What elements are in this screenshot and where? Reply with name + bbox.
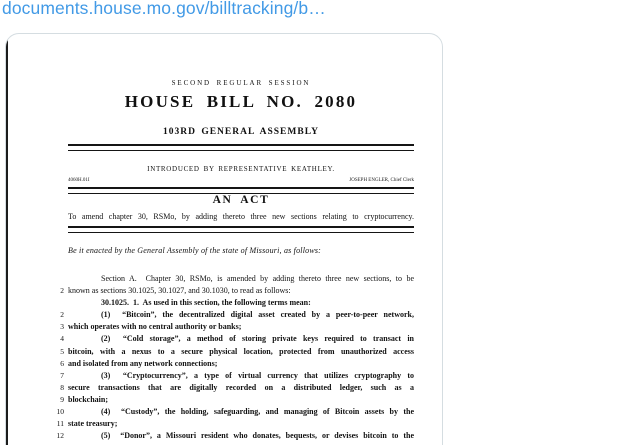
- bill-line: [53, 309, 414, 321]
- bill-line: [53, 370, 414, 382]
- line-text: Section A. Chapter 30, RSMo, is amended by adding thereto three new sections, to be: [101, 274, 414, 283]
- bill-line: [53, 430, 414, 442]
- line-number: [53, 297, 68, 309]
- page-left-edge: [6, 34, 8, 445]
- bill-line: [53, 333, 414, 345]
- bill-line: [53, 418, 414, 430]
- line-number: 7: [60, 370, 64, 380]
- line-text: (4) “Custody”, the holding, safeguarding, and managing of Bitcoin assets by the: [101, 407, 414, 417]
- bill-line: [53, 285, 414, 297]
- line-number: 8: [60, 382, 64, 392]
- line-text: known as sections 30.1025, 30.1027, and 30.1030, to read as follows:: [68, 286, 291, 296]
- line-text: bitcoin, with a nexus to a secure physical location, protected from unauthorized access: [68, 346, 414, 356]
- session-heading: SECOND REGULAR SESSION: [171, 79, 311, 87]
- bill-line: [53, 346, 414, 358]
- double-rule: [68, 226, 414, 233]
- bill-line: [53, 273, 414, 285]
- line-text: (1) “Bitcoin”, the decentralized digital asset created by a peer-to-peer network,: [101, 310, 414, 320]
- line-text: (5) “Donor”, a Missouri resident who donates, bequests, or devises bitcoin to the: [101, 431, 414, 441]
- line-text: secure transactions that are digitally recorded on a distributed ledger, such as a: [68, 382, 414, 392]
- double-rule: [68, 187, 414, 194]
- line-number: 3: [60, 322, 64, 332]
- line-number: 9: [60, 394, 64, 404]
- bill-lines: [53, 273, 414, 442]
- link-preview-card[interactable]: [5, 33, 443, 445]
- assembly-heading: 103RD GENERAL ASSEMBLY: [162, 127, 320, 137]
- line-number: 6: [60, 358, 64, 368]
- line-text: (3) “Cryptocurrency”, a type of virtual currency that utilizes cryptography to: [101, 370, 414, 380]
- line-text: (2) “Cold storage”, a method of storing private keys required to transact in: [101, 334, 414, 344]
- enacting-clause: Be it enacted by the General Assembly of the state of Missouri, as follows:: [68, 246, 322, 255]
- line-number: 4: [60, 334, 64, 344]
- act-summary: To amend chapter 30, RSMo, by adding thereto three new sections relating to cryptocurrency.: [68, 212, 414, 221]
- bill-line: [53, 406, 414, 418]
- line-number: 5: [60, 346, 64, 356]
- line-number: 2: [60, 310, 64, 320]
- line-text: which operates with no central authority or banks;: [68, 322, 242, 332]
- double-rule: [68, 144, 414, 151]
- introduced-by-line: INTRODUCED BY REPRESENTATIVE KEATHLEY.: [147, 165, 335, 173]
- line-number: 11: [56, 419, 64, 429]
- chief-clerk: JOSEPH ENGLER, Chief Clerk: [349, 178, 414, 183]
- line-number: 10: [56, 407, 64, 417]
- meta-row: [68, 178, 414, 183]
- line-number: [53, 273, 68, 285]
- bill-line: [53, 358, 414, 370]
- document-link[interactable]: documents.house.mo.gov/billtracking/b…: [2, 0, 326, 18]
- line-text: and isolated from any network connections;: [68, 358, 218, 368]
- line-number: 2: [60, 286, 64, 296]
- line-text: 30.1025. 1. As used in this section, the following terms mean:: [101, 298, 311, 308]
- line-text: blockchain;: [68, 394, 109, 404]
- bill-title: HOUSE BILL NO. 2080: [124, 92, 358, 111]
- bill-line: [53, 321, 414, 333]
- bill-line: [53, 394, 414, 406]
- bill-line: [53, 382, 414, 394]
- lr-number: 4060H.01I: [68, 178, 90, 183]
- line-number: 12: [56, 431, 64, 441]
- an-act-heading: AN ACT: [212, 194, 270, 206]
- line-text: state treasury;: [68, 419, 118, 429]
- bill-line: [53, 297, 414, 309]
